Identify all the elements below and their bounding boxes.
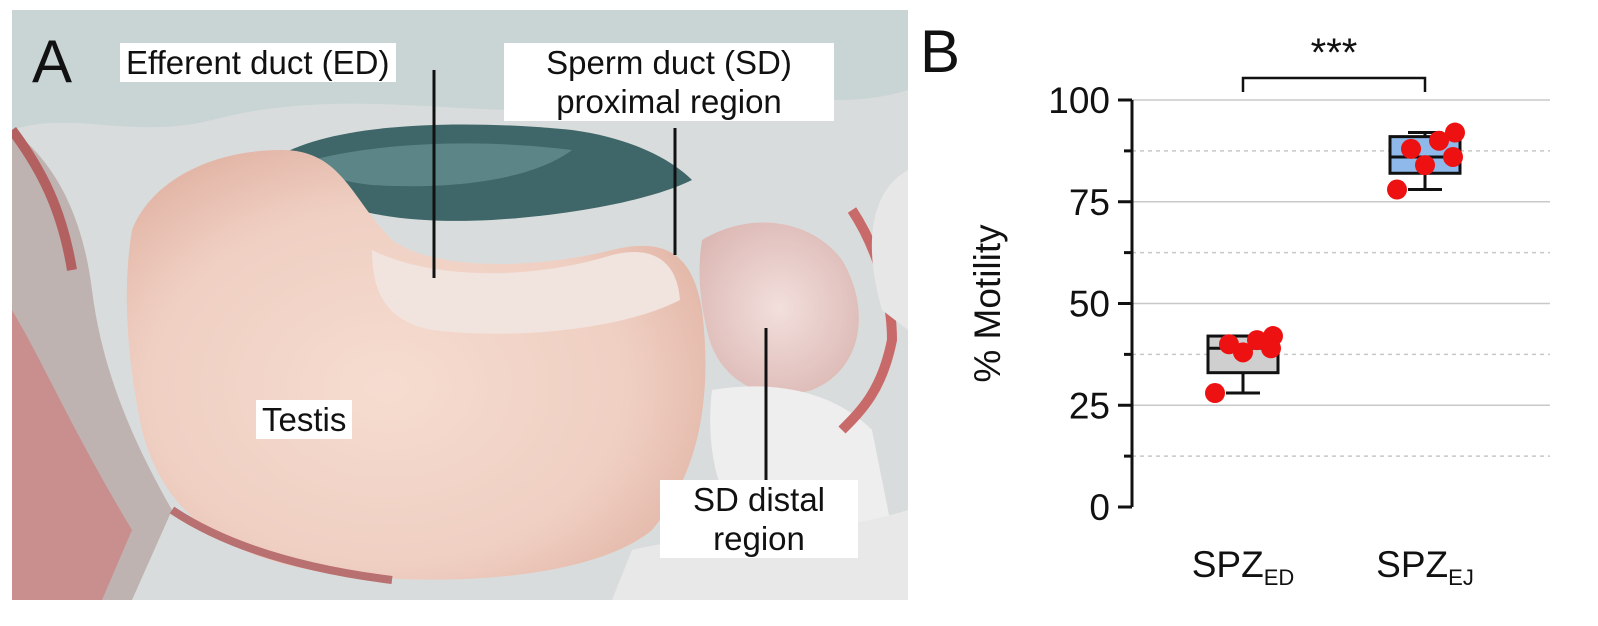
y-tick-label: 25 [1068, 385, 1110, 427]
significance-bracket [1243, 78, 1425, 92]
motility-boxplot [910, 0, 1598, 626]
data-point [1415, 155, 1435, 175]
sperm-duct-label [504, 43, 834, 121]
data-point [1445, 123, 1465, 143]
y-axis-title: % Motility [967, 224, 1008, 383]
panel-a-letter: A [32, 28, 73, 95]
data-point [1263, 326, 1283, 346]
y-tick-label: 0 [1089, 487, 1110, 528]
data-point [1387, 180, 1407, 200]
sd-distal-label [660, 480, 858, 558]
sperm-duct-label-line1: Sperm duct (SD) [546, 44, 792, 81]
sd-distal-label-line2: region [713, 520, 805, 557]
y-tick-label: 75 [1068, 181, 1110, 223]
data-point [1219, 334, 1239, 354]
x-category-label: $SPZ_{ED}$ [1191, 544, 1295, 590]
data-point [1443, 147, 1463, 167]
significance-label: *** [1310, 31, 1358, 75]
gridlines [1132, 100, 1550, 456]
efferent-duct-label: Efferent duct (ED) [120, 43, 396, 82]
x-category-label: $SPZ_{EJ}$ [1376, 544, 1474, 590]
y-axis [1048, 80, 1132, 528]
sd-distal-label-line1: SD distal [692, 481, 826, 518]
motility-chart-panel [910, 0, 1598, 626]
y-tick-label: 50 [1068, 283, 1110, 325]
data-point [1401, 139, 1421, 159]
testis-label: Testis [256, 400, 352, 439]
axis-labels [967, 31, 1474, 590]
sperm-duct-label-line2: proximal region [556, 83, 782, 120]
dissection-photo-panel [12, 10, 908, 600]
data-point [1205, 383, 1225, 403]
y-tick-label: 100 [1048, 80, 1110, 121]
panel-b-letter: B [920, 18, 961, 85]
data-points [1205, 123, 1465, 403]
